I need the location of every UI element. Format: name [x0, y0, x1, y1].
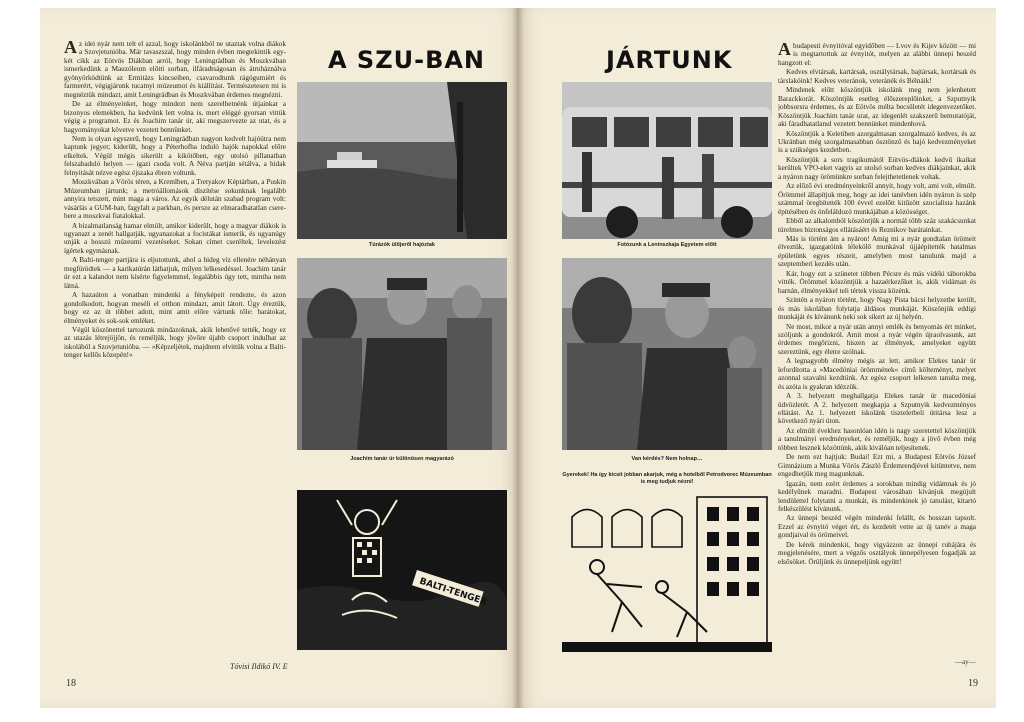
- left-dropcap: A: [64, 40, 77, 57]
- photo-boat-image: [297, 82, 507, 239]
- right-paragraph: Igazán, nem ezért érdemes a sorokban mindig vidámnak és jó kedélyűnek maradni. Budapest városában kívánjuk megújult lendülettel folytatni a munkát, és mindenkinek jó tanulást, kitartó felkészülést kívánunk.: [778, 479, 976, 514]
- cartoon-caption: Gyerekek! Ha így kicsit jobban akarjuk, még a hotelből Petrodvorec Múzeumban is meg tudjuk nézni!: [562, 472, 772, 485]
- right-paragraph: Köszöntjük a sors tragikumától Eötvös-diákok kedvű ikaikat kerültek VPO-eket vagyis az utolsó sorban kedves diákjainkat, akik a nyáron nagy örömünkre sorban felejthetetlenek voltak.: [778, 155, 976, 181]
- right-paragraph: A legnagyobb élmény mégis az lett, amikor Elekes tanár úr lefordította a »Macedóniai örömmének« címû költeményt, melyet azonnal szavalni kezdtünk. Az egész csoport lelkesen tanulta meg, és azóta is gyakran idézzük.: [778, 357, 976, 391]
- right-dropcap: A: [778, 42, 791, 59]
- page-number-right: 19: [968, 678, 978, 689]
- left-paragraph: A hazaúton a vonatban mindenki a fényképeit rendezte, és azon gondolkodott, hogyan meséli el otthon mindazt, amit látott. Úgy éreztük, hogy ez az út többet adott, mint amit előre vártunk tőle: barátokat, élményeket és sok-sok emléket.: [64, 291, 286, 325]
- left-paragraph: Végül köszönettel tartozunk mindazoknak, akik lehetővé tették, hogy ez az utazás létrejöjjön, és reméljük, hogy jövőre újabb csoport indulhat az iskolából a Szovjetunióba. — »Képzeljétek, majdnem elvittük volna a Balti-tenger kellős közepén!«: [64, 325, 286, 360]
- left-paragraph: Nem is olyan egyszerű, hogy Leningrádban nagyon kedvelt hajóútra nem kaptunk jegyet; kiderült, hogy a Péterhofba induló hajók napokkal előre elkeltek. Végül mégis sikerült a kikötőben, egy utolsó pillanatban felszabaduló helyen — igazi csoda volt. A Néva partján sétálva, a hidak felnyitását nézve egész éjszaka ébren voltunk.: [64, 134, 286, 177]
- cartoon-figures-image: [562, 492, 772, 652]
- right-paragraph: Ebből az alkalomból köszöntjük a normál több száz szakácsunkat türelmes biztonságos ellátásáért és Reznikov barátainkat.: [778, 217, 976, 234]
- left-paragraph: Moszkvában a Vörös téren, a Kremlben, a Tretyakov Képtárban, a Puskin Múzeumban jártunk; a metróállomások díszítése sokunknak legalább annyira tetszett, mint maga a város. Az egyik délután szabad program volt: vásárlás a GUM-ban, fagylalt a parkban, és persze az elmaradhatatlan csere-bere a moszkvai fiatalokkal.: [64, 178, 286, 221]
- left-paragraph: De az élményeinket, hogy mindezt nem szerelhetnénk útjainkat a bizonyos elemekben, ha kedvünk lett volna is, mert eléggé gyorsan vittük végig a programot. Ez és Joachim tanár úr, aki megszervezte az utat, és a hagyományokat követve vezetett bennünket.: [64, 100, 286, 134]
- right-paragraph: Más is történt ám a nyáron! Amíg mi a nyár gondtalan örömeit élveztük, igazgatóink lélekölő munkával újjáépítették hatalmas épületünk egyes részeit, amelyben most tanulunk majd a szeptemberi kezdés után.: [778, 234, 976, 269]
- magazine-spread: [40, 8, 996, 708]
- left-paragraph: A bizalmatlanság hamar elmúlt, amikor kiderült, hogy a magyar diákok is ugyanazt a zenét hallgatják, ugyanazokat a focistákat ismerik, és ugyanúgy unják a hosszú múzeumi vezetéseket. Sokan címet cseréltek, levelezést ígértek egymásnak.: [64, 221, 286, 255]
- photo-bus: [562, 82, 772, 239]
- cartoon-image: [297, 490, 507, 650]
- left-article-column: [64, 40, 286, 658]
- right-paragraph: De nem ezt hajtjuk: Budai! Ezt mi, a Budapest Eötvös József Gimnázium a Munka Vörös Zászló Érdemrendjével kitüntetve, nem engedhetjük meg magunknak.: [778, 453, 976, 479]
- photo-boat-on-water: [297, 82, 507, 239]
- right-paragraph: Az ünnepi beszéd végén mindenki felállt, és hosszan tapsolt. Ezzel az évnyitó véget ért, és kezdetét vette az új tanév a maga gondjaival és örömeivel.: [778, 514, 976, 540]
- right-paragraph: De kérek mindenkit, hogy vigyázzon az ünnepi ruhájára és megjelenésére, mert a végzős osztályok ünnepélyesen fogadják az elsősöket. Örüljünk és ünnepeljünk együtt!: [778, 540, 976, 566]
- right-paragraph: Mindenek előtt köszöntjük iskolánk meg nem jelenhetett Barackkorát. Köszöntjük esetleg élőszereplőinket, a Szputnyik jobbsorsra érdemes, és az Eötvös mélta becsületét idegenvezetőket. Köszöntjük Joachim tanár urat, az idegenlét szakszerű bemutatóját, aki fáradhatatlanul vezetett bennünket mindenhová.: [778, 86, 976, 129]
- right-paragraph: Szintén a nyáron történt, hogy Nagy Pista bácsi helyzetbe került, és más iskolában folytatja áldásos munkáját. Köszönjük eddigi munkáját és kívánunk neki sok sikert az új helyén.: [778, 296, 976, 322]
- right-paragraph: A 3. helyezett meghallgatja Elekes tanár úr macedóniai üdvözletét. A 2. helyezett megkapja a Szputnyik kedvezményes ellátást. Az 1. helyezett iskolánk tiszteletbeli útitársa lesz a következő nyári úton.: [778, 392, 976, 426]
- cartoon-sign-text: BALTI-TENGER: [418, 576, 488, 608]
- left-paragraph: A Balti-tenger partjára is eljutottunk, ahol a hideg víz ellenére néhányan megfürödtek — a karikatúrán láthatjuk, milyen lelkesedéssel. Joachim tanár úr ezt a kalandot nem kísérte figyelemmel, legalábbis úgy tett, mintha nem látná.: [64, 256, 286, 290]
- left-paragraph: z idei nyár nem telt el azzal, hogy iskolánkból ne utaztak volna diákok a Szovjetunióba. Már tavaszszal, hogy minden évben megtekintik egy-két cikk az Eötvös Diákban arról, hogy Leningrádban és Moszkvában ismerkedünk a Mauzóleum előtti sorban, ilfáradtságosan és átruháználva gyönyörködtünk az Ermitázs kincseiben, csavarodtunk rágógumiért és farmerért, végigjárunk tucatnyi múzeumot és kiállítást. Természetesen mi is megnéztük mindazt, amit Leningrádban és Moszkvában érdemes megnézni.: [64, 40, 286, 99]
- page-number-left: 18: [66, 678, 76, 689]
- headline-left: A SZU-BAN: [328, 46, 486, 74]
- right-article-column: [778, 42, 976, 654]
- right-paragraph: Az elmúlt évekhez hasonlóan idén is nagy szeretettel köszöntjük a tanulmányi eredményeket, és reméljük, hogy a jövő évben még többen lesznek közöttünk, akik kiválóan teljesítenek.: [778, 426, 976, 452]
- cartoon-balti-tenger: [297, 490, 507, 650]
- cartoon-running-figures: [562, 492, 772, 652]
- right-paragraph: Az előző évi eredményeinkről annyit, hogy volt, ami volt, elmúlt. Örömmel állapítjuk meg, hogy az idei tanévben idén nyáron is szép számmal öregbítették 100 évvel ezelőtt kitűzött szocialista hazánk építésében és önfeláldozó munkájában a közösséget.: [778, 182, 976, 216]
- photo-teacher-image: [297, 258, 507, 450]
- photo-caption: Joachim tanár úr különösen magyarázó: [350, 456, 454, 462]
- photo-caption: Túrázók ülőjeről hajóztak: [368, 242, 435, 248]
- page-gutter: [512, 8, 524, 708]
- right-paragraph: Kár, hogy ezt a szünetet többen Pécsre és más vidéki táborokba vitték. Örömmel köszöntjük a hazaérkezőket is, akik vidáman és barnán, élményekkel teli tértek vissza közénk.: [778, 269, 976, 295]
- photo-group: [562, 258, 772, 450]
- photo-bus-image: [562, 82, 772, 239]
- right-paragraph: budapesti évnyitóval egyidőben — Lvov és Kijev között — mi is megtartottuk az évnyitót, melyen az alábbi ünnepi beszéd hangzott el:: [778, 42, 976, 67]
- headline-right: JÁRTUNK: [606, 46, 733, 74]
- left-signature: Tóvisi Ildikó IV. E: [230, 662, 288, 671]
- photo-caption: Van kérdés? Nem holnap…: [631, 456, 703, 462]
- right-paragraph: Ne most, mikor a nyár után annyi emlék és benyomás ért minket, szóljunk a gondokról. Amit most a nyár végén újraolvasunk, azt érdemes megőrizni, hiszen az élmények, amelyeket együtt szereztünk, egy életre szólnak.: [778, 322, 976, 356]
- right-signature: —ay—: [955, 658, 976, 666]
- photo-caption: Fotózunk a Leninszkaja Egyetem előtt: [617, 242, 717, 248]
- right-paragraph: Köszöntjük a Keletiben azorgalmasan szorgalmazó kedves, és az Ukránban még szorgalmasabban ösztönző és hajó kedvezményeket is a szükséges kezdetben.: [778, 129, 976, 155]
- right-paragraph: Kedves elvtársak, kartársak, osztálytársak, bajtársak, kortársak és társlakóink! Kedves veteránok, veteránék és Bélnáik!: [778, 68, 976, 85]
- photo-teacher-talking: [297, 258, 507, 450]
- photo-group-image: [562, 258, 772, 450]
